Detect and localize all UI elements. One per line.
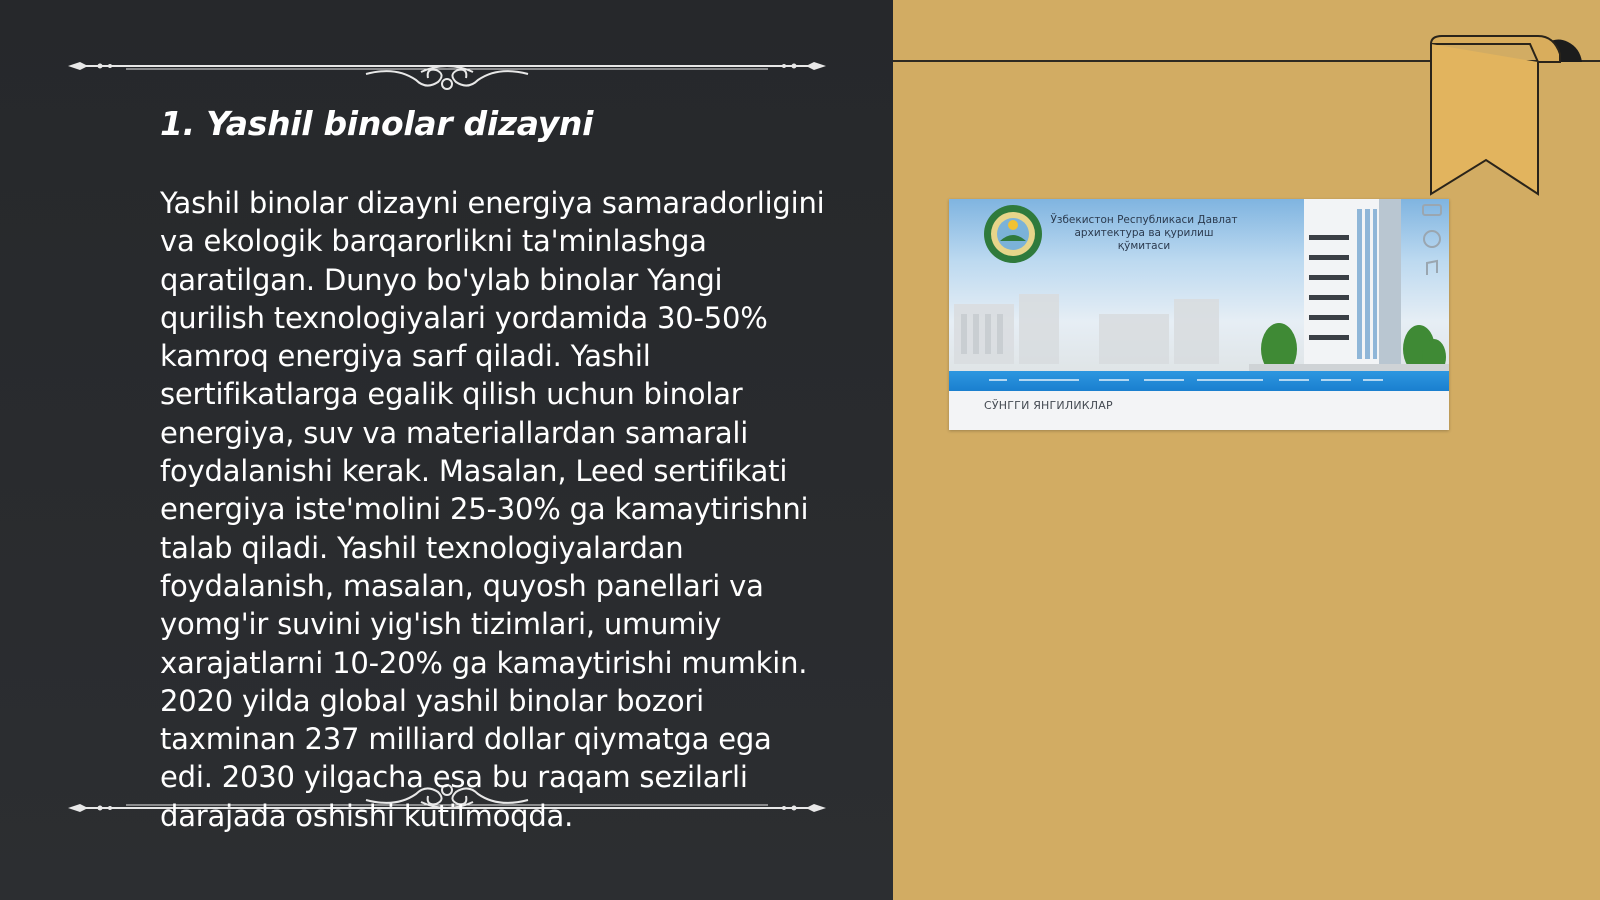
website-org-name: Ўзбекистон Республикаси Давлат архитектура ва қурилиш қўмитаси	[1050, 214, 1238, 252]
website-screenshot	[949, 199, 1449, 430]
website-news-heading: СЎНГГИ ЯНГИЛИКЛАР	[984, 399, 1113, 412]
social-icons	[1417, 201, 1447, 291]
slide-title: 1. Yashil binolar dizayni	[160, 104, 594, 143]
website-nav-bar	[949, 371, 1449, 391]
ornamental-divider-icon	[66, 40, 828, 90]
bookmark-ribbon-icon	[1430, 34, 1600, 200]
slide-body-text: Yashil binolar dizayni energiya samaradorligini va ekologik barqarorlikni ta'minlashga qaratilgan. Dunyo bo'ylab binolar Yangi qurilish texnologiyalari yordamida 30-50% kamroq energiya sarf qiladi. Yashil sertifikatlarga egalik qilish uchun binolar energiya, suv va materiallardan samarali foydalanishi kerak. Masalan, Leed sertifikati energiya iste'molini 25-30% ga kamaytirishni talab qiladi. Yashil texnologiyalardan foydalanish, masalan, quyosh panellari va yomg'ir suvini yig'ish tizimlari, umumiy xarajatlarni 10-20% ga kamaytirishi mumkin. 2020 yilda global yashil binolar bozori taxminan 237 milliard dollar qiymatga ega edi. 2030 yilgacha esa bu raqam sezilarli darajada oshishi kutilmoqda.	[160, 186, 825, 833]
state-emblem-icon	[982, 203, 1044, 265]
